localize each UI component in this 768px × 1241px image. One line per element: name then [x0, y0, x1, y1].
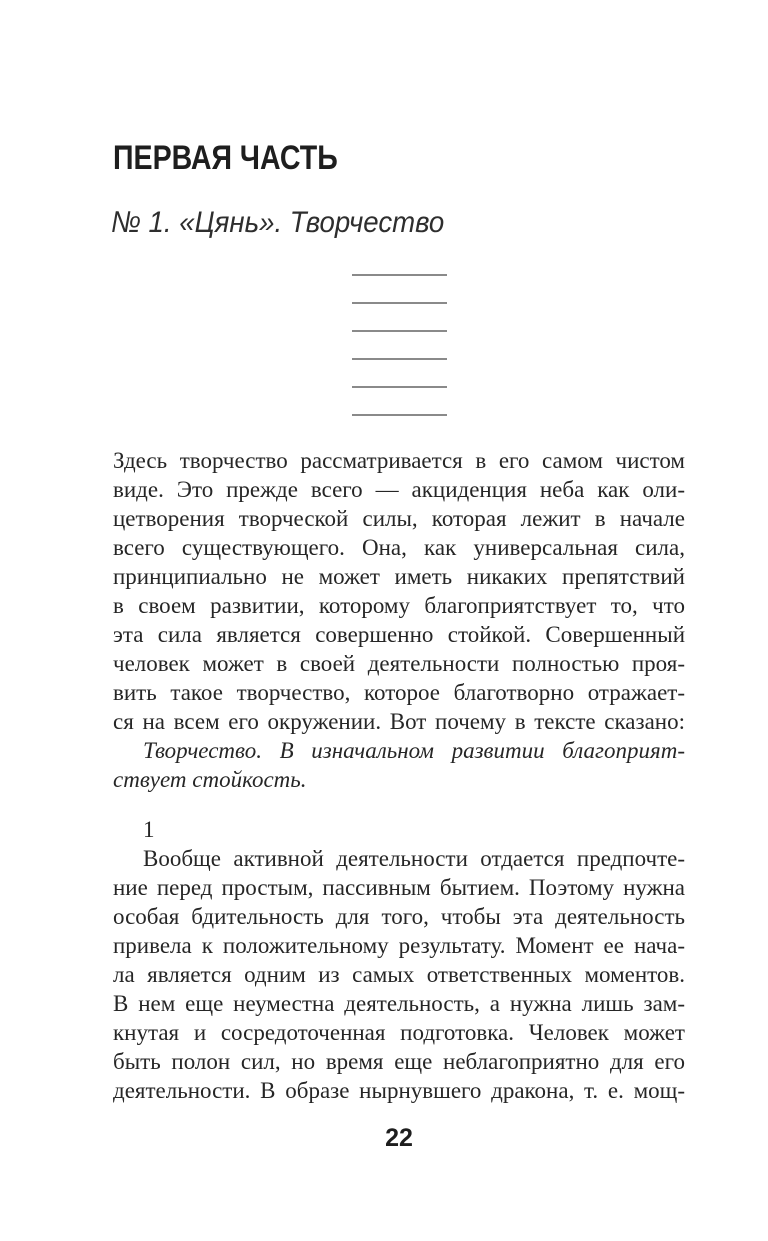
text-line: ние перед простым, пассивным бытием. Поэтому нужна: [113, 875, 685, 900]
text-line: ла является одним из самых ответственных моментов.: [113, 962, 685, 987]
text-line: в своем развитии, которому благоприятствует то, что: [113, 593, 685, 618]
text-line: ствует стойкость.: [113, 767, 307, 792]
text-line: Здесь творчество рассматривается в его самом чистом: [113, 448, 685, 473]
text-line: кнутая и сосредоточенная подготовка. Человек может: [113, 1020, 685, 1045]
hexagram-line: [352, 274, 447, 276]
text-line: вить такое творчество, которое благотворно отражает-: [113, 680, 685, 705]
hexagram-qian: [113, 274, 685, 442]
text-line: особая бдительность для того, чтобы эта деятельность: [113, 904, 685, 929]
paragraph: [113, 736, 685, 794]
text-line: привела к положительному результату. Момент ее нача-: [113, 933, 685, 958]
paragraph: [113, 844, 685, 1105]
text-line: В нем еще неуместна деятельность, а нужна лишь зам-: [113, 991, 685, 1016]
section-number: 1: [143, 817, 155, 842]
text-line: цетворения творческой силы, которая лежит в начале: [113, 506, 685, 531]
part-title: ПЕРВАЯ ЧАСТЬ: [113, 139, 338, 177]
text-line: быть полон сил, но время еще неблагоприятно для его: [113, 1049, 685, 1074]
text-line: человек может в своей деятельности полностью проя-: [113, 651, 685, 676]
hexagram-line: [352, 414, 447, 416]
text-line: виде. Это прежде всего — акциденция неба как оли-: [113, 477, 685, 502]
text-line: деятельности. В образе нырнувшего дракона, т. е. мощ-: [113, 1078, 685, 1103]
paragraph: [113, 446, 685, 736]
hexagram-line: [352, 302, 447, 304]
text-line: эта сила является совершенно стойкой. Совершенный: [113, 622, 685, 647]
hexagram-line: [352, 330, 447, 332]
hexagram-line: [352, 386, 447, 388]
body-text: [113, 446, 685, 1105]
text-line: Вообще активной деятельности отдается предпочте-: [143, 846, 685, 871]
text-line: принципиально не может иметь никаких препятствий: [113, 564, 685, 589]
chapter-title: № 1. «Цянь». Творчество: [111, 206, 445, 239]
text-line: всего существующего. Она, как универсальная сила,: [113, 535, 685, 560]
text-line: Творчество. В изначальном развитии благоприят-: [143, 738, 685, 763]
hexagram-line: [352, 358, 447, 360]
text-line: ся на всем его окружении. Вот почему в тексте сказано:: [113, 709, 685, 734]
page-number: 22: [385, 1124, 413, 1152]
